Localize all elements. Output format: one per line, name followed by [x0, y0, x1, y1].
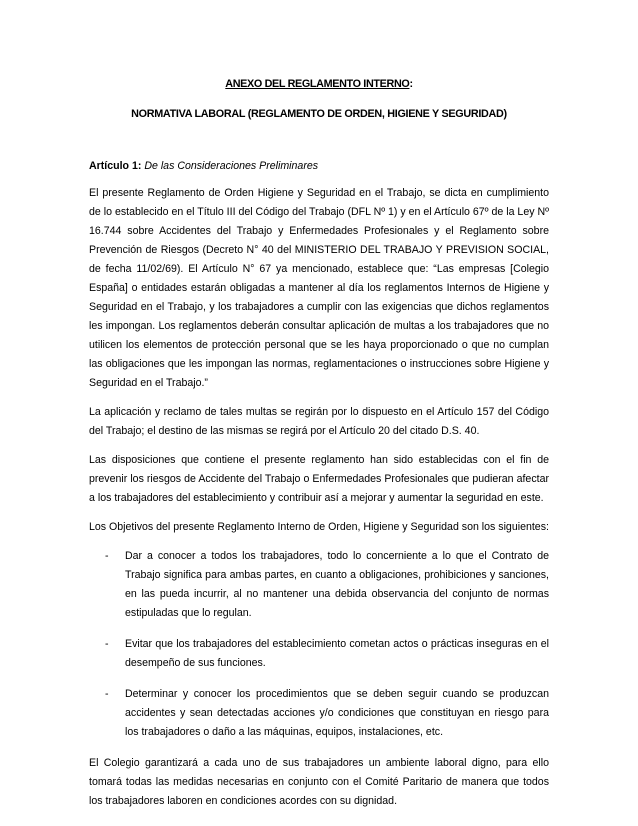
document-title-text: ANEXO DEL REGLAMENTO INTERNO — [225, 78, 410, 90]
document-body — [89, 76, 549, 821]
paragraph-legal-basis: El presente Reglamento de Orden Higiene y Seguridad en el Trabajo, se dicta en cumplimiento de lo establecido en el Título III del Código del Trabajo (DFL Nº 1) y en el Artículo 67º de la Ley Nº 16.744 sobre Accidentes del Trabajo y Enfermedades Profesionales y el Reglamento sobre Prevención de Riesgos (Decreto N° 40 del MINISTERIO DEL TRABAJO Y PREVISION SOCIAL, de fecha 11/02/69). El Artículo N° 67 ya mencionado, establece que: “Las empresas [Colegio España] o entidades estarán obligadas a mantener al día los reglamentos Internos de Higiene y Seguridad en el Trabajo, y los trabajadores a cumplir con las exigencias que dichos reglamentos les impongan. Los reglamentos deberán consultar aplicación de multas a los trabajadores que no utilicen los elementos de protección personal que se les haya proporcionado o que no cumplan las obligaciones que les impongan las normas, reglamentaciones o instrucciones sobre Higiene y Seguridad en el Trabajo.” — [89, 187, 549, 389]
list-item-text: Determinar y conocer los procedimientos que se deben seguir cuando se produzcan accidentes y sean detectadas acciones y/o condiciones que constituyan en riesgo para los trabajadores o daño a las máquinas, equipos, instalaciones, etc. — [125, 688, 549, 738]
list-item — [89, 635, 549, 673]
article-label: Artículo 1: — [89, 160, 142, 172]
list-item — [89, 547, 549, 623]
document-title — [89, 76, 549, 92]
document-subtitle: NORMATIVA LABORAL (REGLAMENTO DE ORDEN, HIGIENE Y SEGURIDAD) — [131, 108, 507, 120]
paragraph-objectives-intro: Los Objetivos del presente Reglamento Interno de Orden, Higiene y Seguridad son los siguientes: — [89, 521, 549, 533]
list-dash: - — [105, 638, 109, 650]
document-title-colon: : — [409, 78, 413, 90]
article-heading — [89, 158, 549, 174]
list-item-text: Dar a conocer a todos los trabajadores, todo lo concerniente a lo que el Contrato de Trabajo significa para ambas partes, en cuanto a obligaciones, prohibiciones y sanciones, en las pueda incurrir, al no mantener una debida observancia del conjunto de normas estipuladas que lo regulan. — [125, 550, 549, 619]
list-dash: - — [105, 688, 109, 700]
paragraph-provisions: Las disposiciones que contiene el presente reglamento han sido establecidas con el fin de prevenir los riesgos de Accidente del Trabajo o Enfermedades Profesionales que pudieran afectar a los trabajadores del establecimiento y contribuir así a mejorar y aumentar la seguridad en este. — [89, 454, 549, 504]
objectives-list — [89, 547, 549, 742]
list-item — [89, 685, 549, 742]
list-dash: - — [105, 550, 109, 562]
paragraph-fines: La aplicación y reclamo de tales multas se regirán por lo dispuesto en el Artículo 157 del Código del Trabajo; el destino de las mismas se regirá por el Artículo 20 del citado D.S. 40. — [89, 406, 549, 437]
article-heading-text: De las Consideraciones Preliminares — [144, 160, 319, 172]
paragraph-closing: El Colegio garantizará a cada uno de sus trabajadores un ambiente laboral digno, para ello tomará todas las medidas necesarias en conjunto con el Comité Paritario de manera que todos los trabajadores laboren en condiciones acordes con su dignidad. — [89, 757, 549, 807]
list-item-text: Evitar que los trabajadores del establecimiento cometan actos o prácticas inseguras en el desempeño de sus funciones. — [125, 638, 549, 669]
